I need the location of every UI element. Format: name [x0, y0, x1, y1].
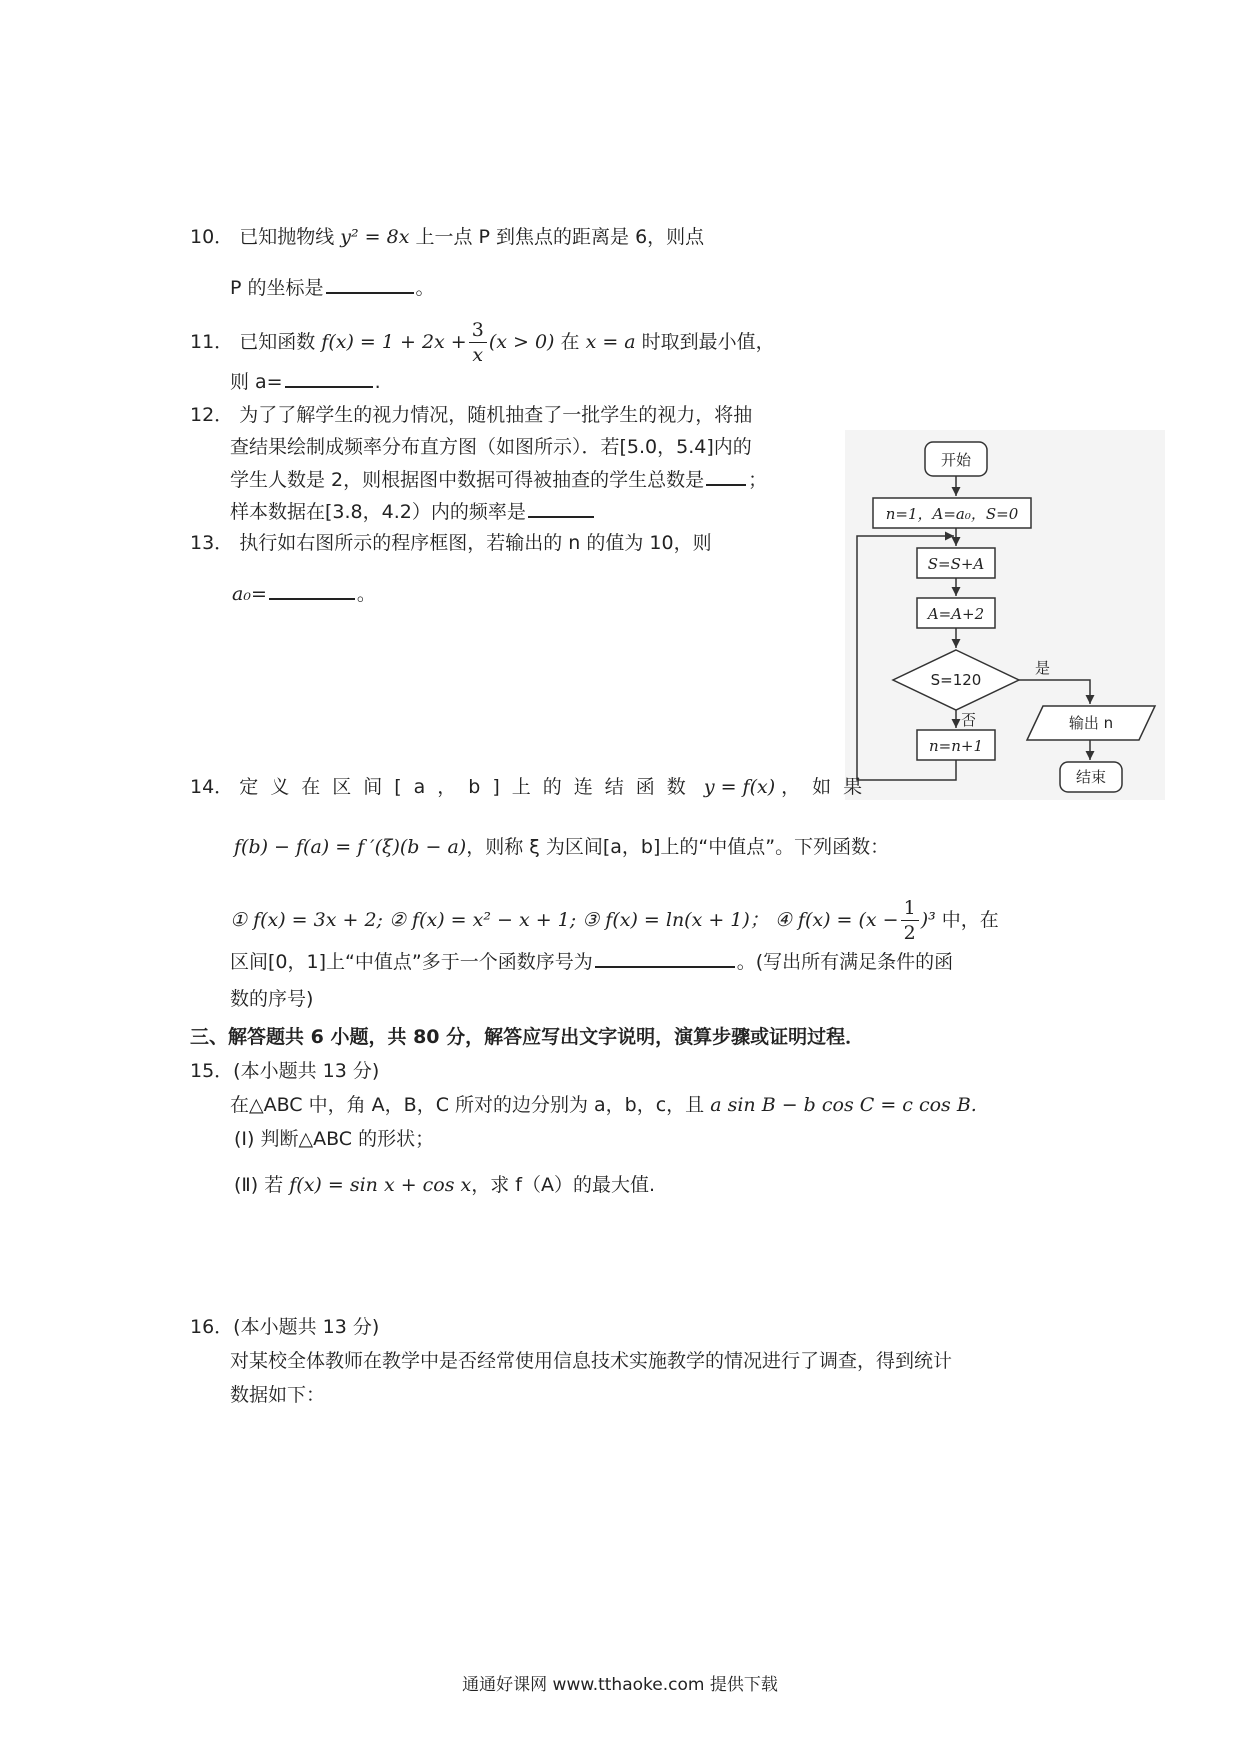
- q14-function-1: ① f(x) = 3x + 2;: [230, 909, 383, 931]
- q11-end: .: [374, 371, 381, 393]
- q11-line2: [230, 366, 381, 397]
- flowchart: [845, 430, 1165, 800]
- q10-line1: [190, 222, 704, 252]
- flowchart-step1-label: S=S+A: [927, 555, 985, 573]
- q14-text-4-end: 。(写出所有满足条件的函: [736, 951, 954, 973]
- q11-number: 11．: [190, 331, 234, 353]
- q10-line2: [230, 272, 435, 303]
- q14-function-4-end: 中，在: [941, 909, 999, 931]
- flowchart-end-label: 结束: [1075, 768, 1107, 786]
- q12-line4: [230, 496, 596, 527]
- q12-text-1: 为了了解学生的视力情况，随机抽查了一批学生的视力，将抽: [239, 404, 753, 426]
- q14-text-1b: ，如果: [781, 776, 875, 798]
- q15-part1: [234, 1124, 434, 1154]
- q15-line1: [230, 1090, 977, 1120]
- flowchart-step3-label: n=n+1: [928, 737, 984, 755]
- q15-head: [190, 1056, 379, 1086]
- q14-frac-num: 1: [901, 896, 919, 921]
- flowchart-no-label: 否: [961, 711, 977, 729]
- q11-frac-num: 3: [469, 318, 487, 343]
- q13-text-1: 执行如右图所示的程序框图，若输出的 n 的值为 10，则: [239, 532, 712, 554]
- q15-part1-text: (I) 判断△ABC 的形状；: [234, 1128, 435, 1150]
- q15-part2-text-a: (Ⅱ) 若: [234, 1174, 284, 1196]
- q11-line2-text: 则 a=: [230, 371, 283, 393]
- q10-end: 。: [415, 277, 435, 299]
- q10-text-b: 上一点 P 到焦点的距离是 6，则点: [415, 226, 705, 248]
- q11-text-c: 时取到最小值，: [641, 331, 775, 353]
- q11-answer-blank: [285, 366, 373, 388]
- q14-function-4a: ④ f(x) = (x −: [774, 909, 899, 931]
- flowchart-init-label: n=1，A=a₀，S=0: [885, 505, 1019, 523]
- q13-number: 13．: [190, 532, 234, 554]
- q11-frac-den: x: [472, 344, 484, 366]
- q14-text-4: 区间[0，1]上“中值点”多于一个函数序号为: [230, 951, 593, 973]
- q10-line2-text: P 的坐标是: [230, 277, 324, 299]
- q11-line1: [190, 312, 775, 372]
- q12-number: 12．: [190, 404, 234, 426]
- q14-text-2: ，则称 ξ 为区间[a，b]上的“中值点”。下列函数：: [466, 836, 890, 858]
- q10-answer-blank: [326, 272, 414, 294]
- q16-line1: [230, 1346, 952, 1376]
- q14-frac-den: 2: [903, 922, 916, 944]
- q14-text-1a: 定义在区间[a，b]上的连结函数: [239, 776, 698, 798]
- q14-text-5: 数的序号): [230, 988, 314, 1010]
- q14-fraction: [901, 896, 919, 945]
- q14-function-3: ③ f(x) = ln(x + 1)；: [582, 909, 769, 931]
- q14-equation-1: y = f(x): [703, 776, 776, 798]
- q13-variable: a₀: [232, 583, 251, 605]
- flowchart-decision-label: S=120: [930, 671, 982, 689]
- q11-text-b: 在: [560, 331, 580, 353]
- q14-function-4b: )³: [920, 909, 936, 931]
- flowchart-step2-label: A=A+2: [927, 605, 985, 623]
- q15-part2-text-b: ，求 f（A）的最大值.: [471, 1174, 656, 1196]
- q13-end: 。: [356, 583, 376, 605]
- q16-head-text: 16．(本小题共 13 分): [190, 1316, 380, 1338]
- q14-answer-blank: [595, 946, 735, 968]
- q16-text-2: 数据如下：: [230, 1384, 326, 1406]
- q12-line1: [190, 400, 752, 430]
- q14-line4: [230, 946, 953, 977]
- q10-equation: y² = 8x: [340, 226, 410, 248]
- q11-text-a: 已知函数: [239, 331, 316, 353]
- q14-function-2: ② f(x) = x² − x + 1;: [388, 909, 577, 931]
- q14-line5: [230, 984, 313, 1014]
- q13-eq-sign: =: [250, 583, 267, 605]
- q15-part2: [234, 1170, 655, 1200]
- flowchart-svg: [845, 430, 1165, 800]
- q14-equation-2: f(b) − f(a) = f ′(ξ)(b − a): [234, 836, 467, 858]
- flowchart-background: [845, 430, 1165, 800]
- flowchart-output-label: 输出 n: [1068, 714, 1114, 732]
- q12-line3: [230, 464, 767, 495]
- flowchart-start-label: 开始: [940, 451, 972, 469]
- section-3-title-text: 三、解答题共 6 小题，共 80 分，解答应写出文字说明，演算步骤或证明过程．: [190, 1026, 865, 1048]
- q11-equation-a: f(x) = 1 + 2x +: [321, 331, 467, 353]
- footer-text: 通通好课网 www.tthaoke.com 提供下载: [462, 1675, 778, 1695]
- q15-text-1: 在△ABC 中，角 A，B，C 所对的边分别为 a，b，c，且: [230, 1094, 705, 1116]
- q14-number: 14．: [190, 776, 234, 798]
- q16-line2: [230, 1380, 325, 1410]
- q12-text-4: 样本数据在[3.8，4.2）内的频率是: [230, 501, 526, 523]
- q15-part2-equation: f(x) = sin x + cos x: [289, 1174, 472, 1196]
- q10-text-a: 已知抛物线: [239, 226, 335, 248]
- q13-line2: [232, 578, 376, 609]
- q11-equation-c: x = a: [585, 331, 636, 353]
- q14-line3: [230, 892, 999, 948]
- q15-head-text: 15．(本小题共 13 分): [190, 1060, 380, 1082]
- q14-line1: [190, 772, 874, 802]
- section-3-title: [190, 1022, 864, 1052]
- flowchart-yes-label: 是: [1035, 659, 1051, 677]
- q11-equation-b: (x > 0): [488, 331, 555, 353]
- q10-number: 10．: [190, 226, 234, 248]
- q12-line2: [230, 432, 752, 462]
- q13-line1: [190, 528, 712, 558]
- q13-answer-blank: [269, 578, 355, 600]
- q15-equation-1: a sin B − b cos C = c cos B.: [710, 1094, 977, 1116]
- q12-answer-blank-1: [706, 464, 746, 486]
- q12-answer-blank-2: [528, 496, 594, 518]
- q12-text-2: 查结果绘制成频率分布直方图（如图所示）．若[5.0，5.4]内的: [230, 436, 752, 458]
- q14-line2: [234, 832, 889, 862]
- q12-text-3-end: ；: [748, 469, 768, 491]
- q12-text-3: 学生人数是 2，则根据图中数据可得被抽查的学生总数是: [230, 469, 705, 491]
- q11-fraction: [469, 318, 487, 367]
- q16-text-1: 对某校全体教师在教学中是否经常使用信息技术实施教学的情况进行了调查，得到统计: [230, 1350, 953, 1372]
- q16-head: [190, 1312, 379, 1342]
- page-footer: [0, 1670, 1240, 1695]
